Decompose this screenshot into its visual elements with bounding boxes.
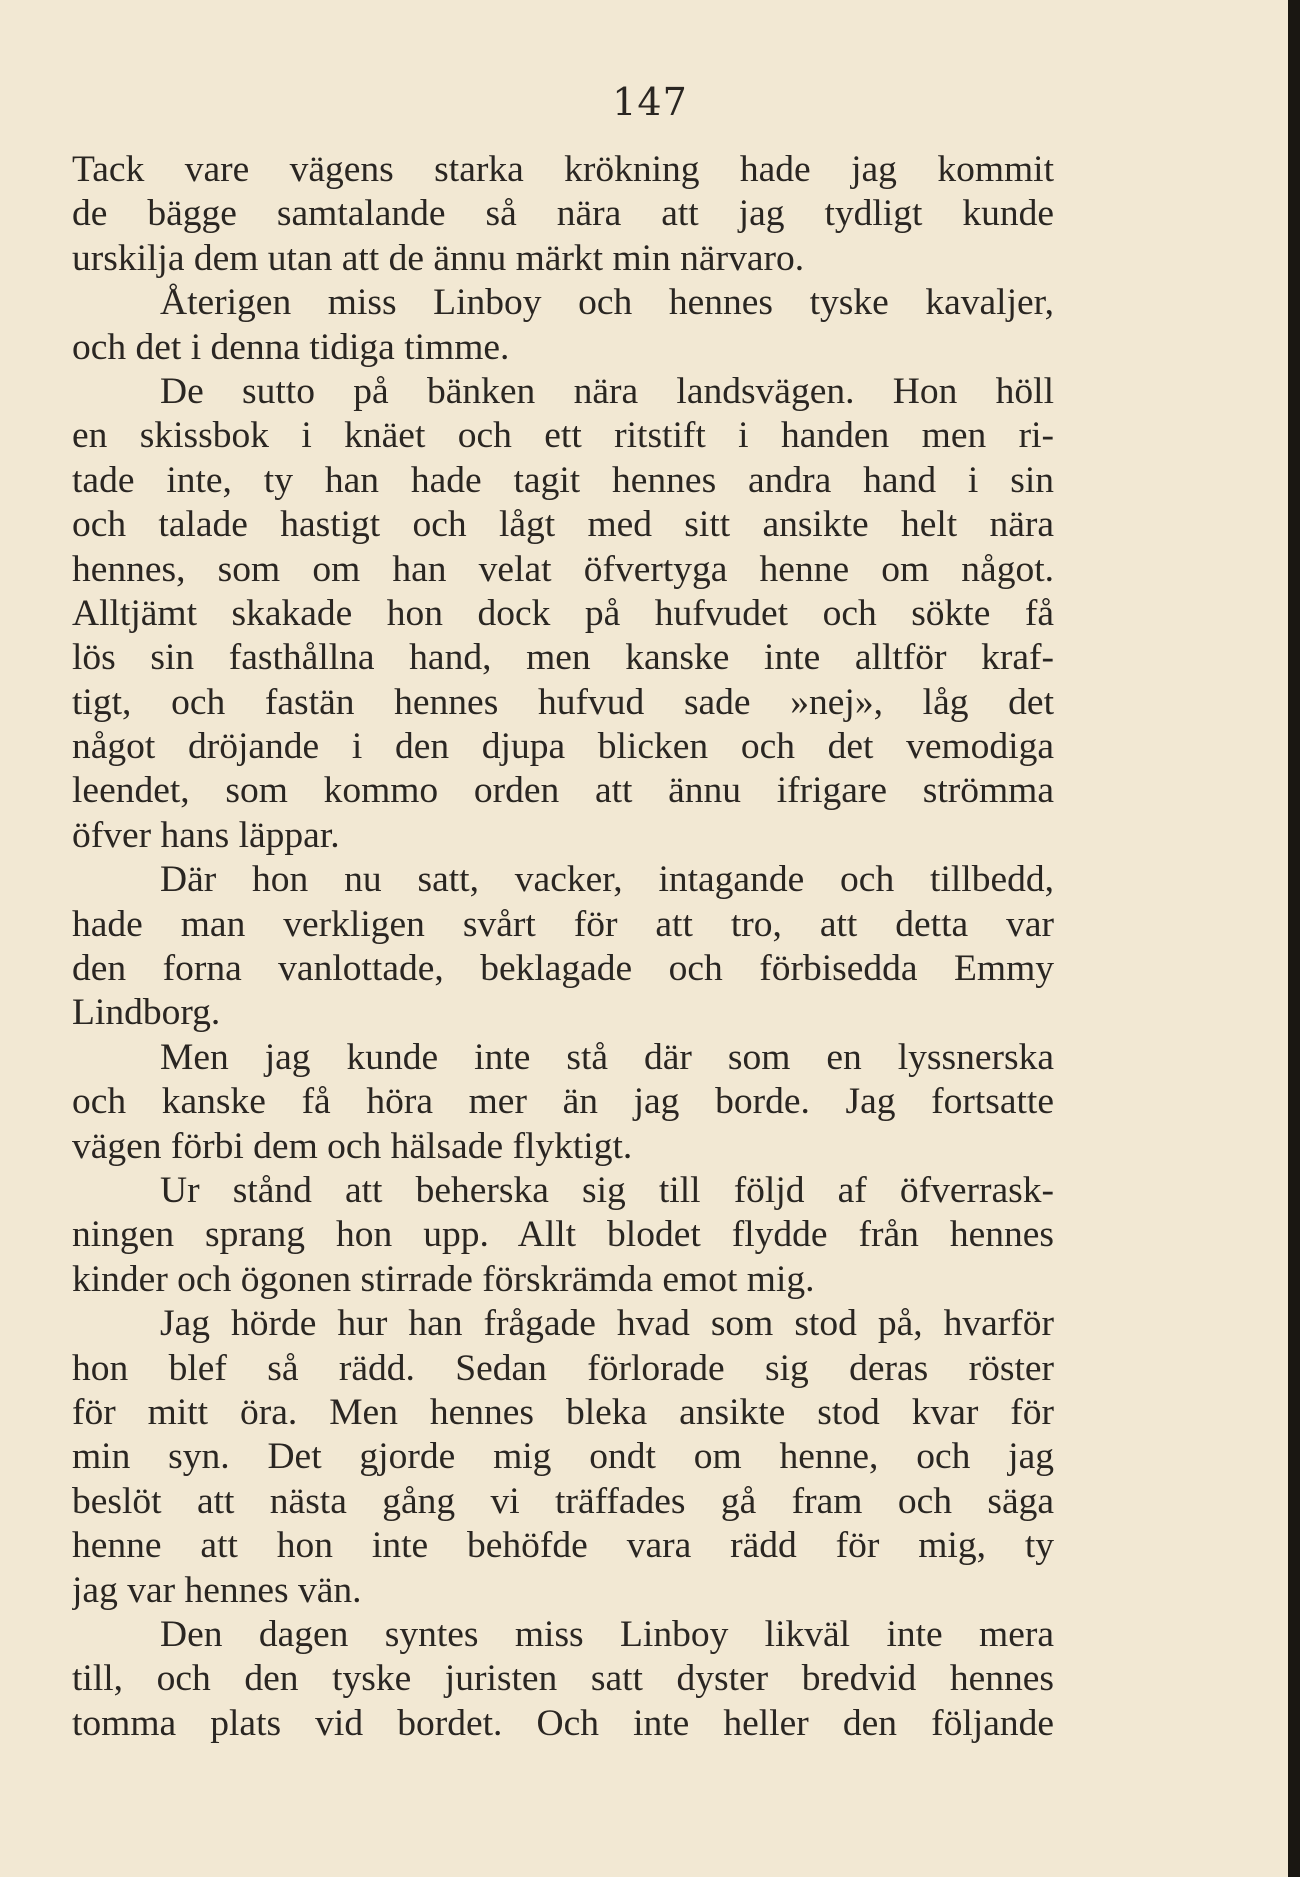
text-line: De sutto på bänken nära landsvägen. Hon höll [160,370,1054,412]
text-line: hennes, som om han velat öfvertyga henne om något. [72,548,1054,590]
text-line: en skissbok i knäet och ett ritstift i handen men ri- [72,415,1054,457]
text-line: tigt, och fastän hennes hufvud sade »nej», låg det [72,681,1054,723]
text-line: Ur stånd att beherska sig till följd af öfverrask- [160,1169,1054,1211]
text-line: Men jag kunde inte stå där som en lyssnerska [160,1036,1054,1078]
text-line: kinder och ögonen stirrade förskrämda emot mig. [72,1258,815,1300]
text-line: för mitt öra. Men hennes bleka ansikte stod kvar för [72,1391,1054,1433]
text-line: tomma plats vid bordet. Och inte heller den följande [72,1702,1054,1744]
page-edge [1288,0,1300,1877]
text-line: vägen förbi dem och hälsade flyktigt. [72,1125,633,1167]
text-line: till, och den tyske juristen satt dyster bredvid hennes [72,1658,1054,1700]
text-line: Där hon nu satt, vacker, intagande och tillbedd, [160,859,1054,901]
text-line: Alltjämt skakade hon dock på hufvudet och sökte få [72,592,1054,634]
text-line: Tack vare vägens starka krökning hade jag kommit [72,149,1054,190]
text-line: hon blef så rädd. Sedan förlorade sig deras röster [72,1347,1054,1389]
text-line: öfver hans läppar. [72,814,340,856]
text-line: lös sin fasthållna hand, men kanske inte alltför kraf- [72,637,1054,679]
text-line: den forna vanlottade, beklagade och förbisedda Emmy [72,948,1054,990]
page-number: 147 [612,80,688,124]
text-line: hade man verkligen svårt för att tro, att detta var [72,903,1054,945]
text-line: och det i denna tidiga timme. [72,326,510,368]
text-line: henne att hon inte behöfde vara rädd för mig, ty [72,1525,1054,1567]
text-line: beslöt att nästa gång vi träffades gå fram och säga [72,1480,1054,1522]
text-line: jag var hennes vän. [72,1569,362,1611]
text-line: och kanske få höra mer än jag borde. Jag fortsatte [72,1081,1054,1123]
text-line: Återigen miss Linboy och hennes tyske kavaljer, [160,282,1054,324]
text-line: något dröjande i den djupa blicken och det vemodiga [72,726,1054,768]
text-line: min syn. Det gjorde mig ondt om henne, och jag [72,1436,1054,1478]
text-line: Den dagen syntes miss Linboy likväl inte mera [160,1613,1054,1655]
text-line: de bägge samtalande så nära att jag tydligt kunde [72,193,1054,235]
text-line: och talade hastigt och lågt med sitt ansikte helt nära [72,504,1054,546]
text-line: tade inte, ty han hade tagit hennes andra hand i sin [72,459,1054,501]
text-line: urskilja dem utan att de ännu märkt min närvaro. [72,237,805,279]
text-line: Jag hörde hur han frågade hvad som stod på, hvarför [160,1303,1054,1345]
text-line: leendet, som kommo orden att ännu ifrigare strömma [72,770,1054,812]
body-text [72,148,1054,1746]
text-line: ningen sprang hon upp. Allt blodet flydde från hennes [72,1214,1054,1256]
text-line: Lindborg. [72,992,221,1034]
